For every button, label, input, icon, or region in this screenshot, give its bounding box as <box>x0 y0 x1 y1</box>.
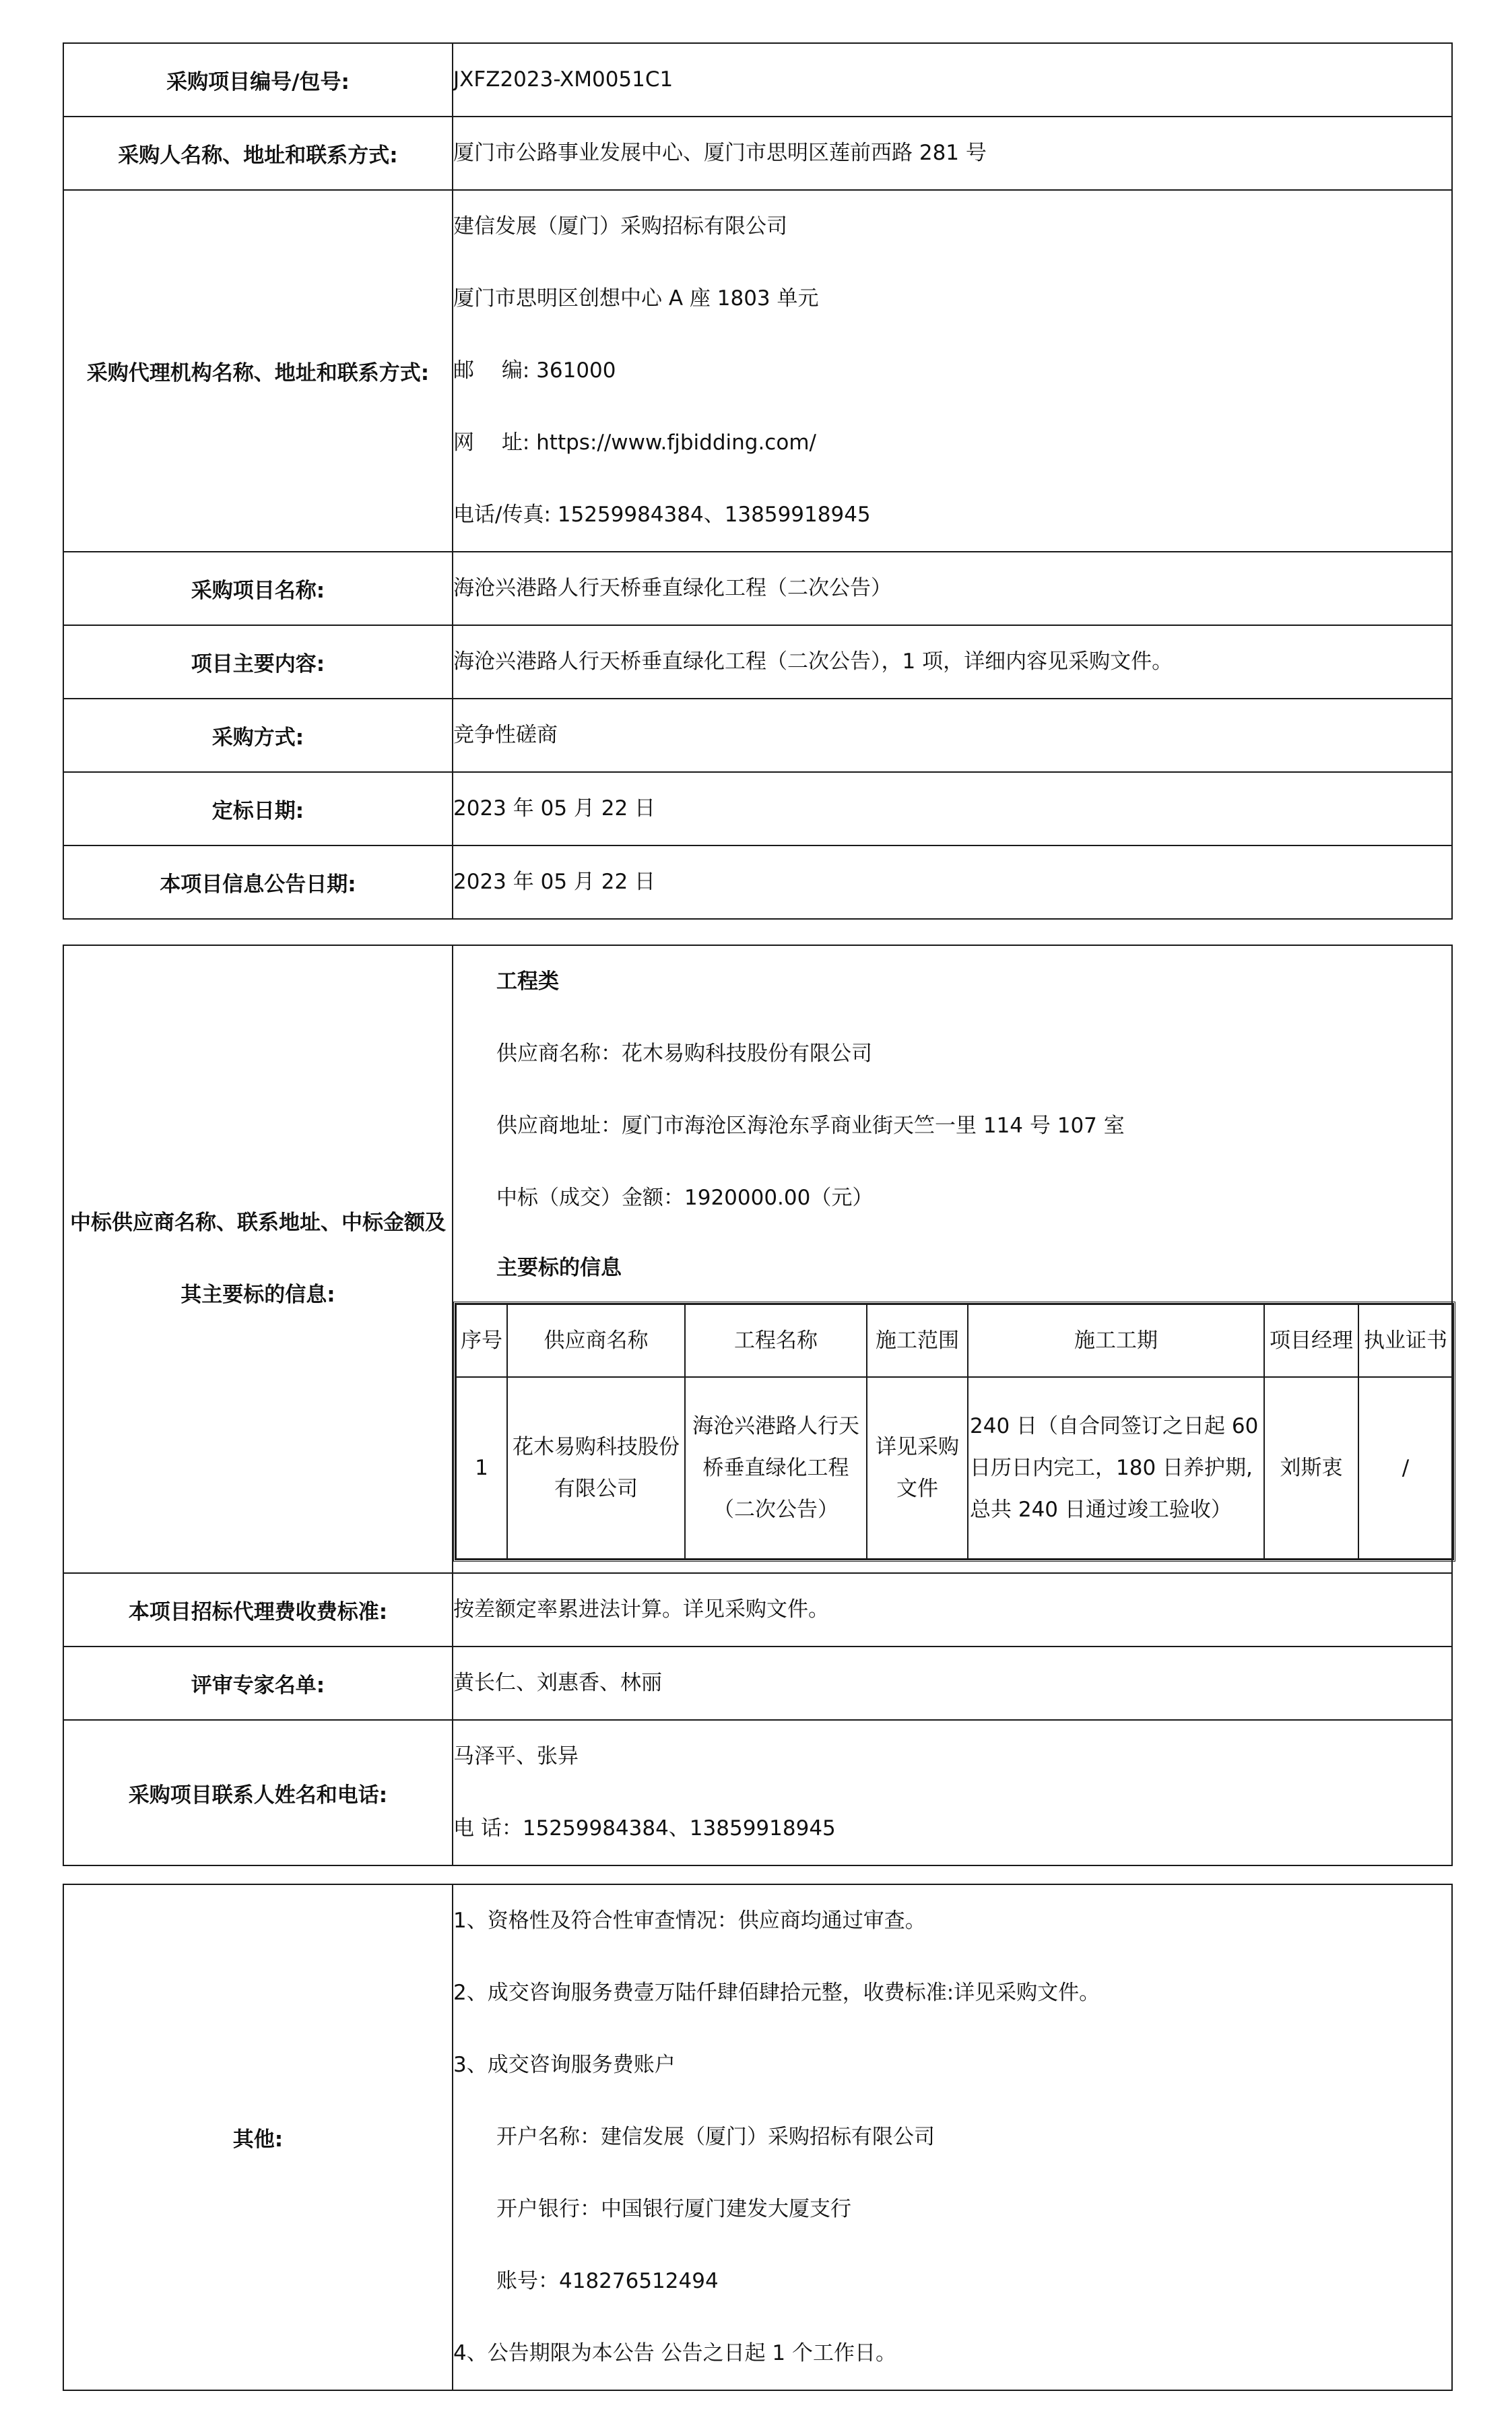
row-award-date <box>63 772 1452 845</box>
subject-table-header <box>456 1304 1453 1377</box>
winner-info-table <box>63 945 1453 1866</box>
value-award-date: 2023 年 05 月 22 日 <box>453 796 656 821</box>
cell-supplier-line1: 花木易购科技股份 <box>513 1435 680 1459</box>
label-announcement-date: 本项目信息公告日期: <box>63 845 453 919</box>
cell-project <box>685 1377 867 1559</box>
agency-name: 建信发展（厦门）采购招标有限公司 <box>453 214 787 238</box>
row-purchaser <box>63 117 1452 190</box>
value-contact-phone: 电 话：15259984384、13859918945 <box>453 1816 836 1841</box>
label-purchaser: 采购人名称、地址和联系方式: <box>63 117 453 190</box>
cell-period-line3: 总共 240 日通过竣工验收） <box>970 1498 1232 1522</box>
label-other: 其他: <box>63 1884 453 2390</box>
row-procurement-method <box>63 699 1452 772</box>
other-item-1: 1、资格性及符合性审查情况：供应商均通过审查。 <box>453 1909 926 1933</box>
label-winner <box>63 945 453 1573</box>
value-procurement-method: 竞争性磋商 <box>453 723 558 747</box>
label-contact: 采购项目联系人姓名和电话: <box>63 1720 453 1865</box>
row-contact <box>63 1720 1452 1865</box>
value-agency-fee: 按差额定率累进法计算。详见采购文件。 <box>453 1597 829 1622</box>
value-project-name: 海沧兴港路人行天桥垂直绿化工程（二次公告） <box>453 576 892 600</box>
cell-project-line3: （二次公告） <box>713 1498 839 1522</box>
header-period: 施工工期 <box>968 1304 1264 1377</box>
row-winner <box>63 945 1452 1573</box>
agency-postcode: 邮 编: 361000 <box>453 358 616 383</box>
procurement-info-table <box>63 42 1453 920</box>
row-announcement-date <box>63 845 1452 919</box>
subject-table <box>455 1304 1453 1560</box>
value-project-content: 海沧兴港路人行天桥垂直绿化工程（二次公告），1 项，详细内容见采购文件。 <box>453 649 1173 674</box>
row-agency-fee <box>63 1573 1452 1647</box>
value-project-number: JXFZ2023-XM0051C1 <box>453 67 673 92</box>
label-project-name: 采购项目名称: <box>63 552 453 625</box>
row-agency <box>63 190 1452 552</box>
label-project-number: 采购项目编号/包号: <box>63 43 453 117</box>
label-award-date: 定标日期: <box>63 772 453 845</box>
other-item-3: 3、成交咨询服务费账户 <box>453 2053 676 2077</box>
cell-scope-line1: 详见采购 <box>876 1435 959 1459</box>
agency-website: 网 址: https://www.fjbidding.com/ <box>453 430 816 455</box>
cell-project-line2: 桥垂直绿化工程 <box>702 1456 849 1480</box>
label-procurement-method: 采购方式: <box>63 699 453 772</box>
value-purchaser: 厦门市公路事业发展中心、厦门市思明区莲前西路 281 号 <box>453 141 987 165</box>
header-scope: 施工范围 <box>867 1304 968 1377</box>
account-name: 开户名称：建信发展（厦门）采购招标有限公司 <box>496 2125 935 2149</box>
winner-amount: 中标（成交）金额：1920000.00（元） <box>496 1186 874 1210</box>
label-project-content: 项目主要内容: <box>63 625 453 699</box>
cell-no: 1 <box>456 1377 507 1559</box>
cell-period-line2: 日历日内完工，180 日养护期, <box>970 1456 1253 1480</box>
label-experts: 评审专家名单: <box>63 1647 453 1720</box>
other-item-2: 2、成交咨询服务费壹万陆仟肆佰肆拾元整，收费标准:详见采购文件。 <box>453 1981 1100 2005</box>
row-project-content <box>63 625 1452 699</box>
cell-supplier-line2: 有限公司 <box>554 1477 638 1501</box>
cell-certificate: / <box>1358 1377 1453 1559</box>
other-item-4: 4、公告期限为本公告 公告之日起 1 个工作日。 <box>453 2341 897 2365</box>
row-other <box>63 1884 1452 2390</box>
other-info-table <box>63 1884 1453 2391</box>
row-project-number <box>63 43 1452 117</box>
value-contact-names: 马泽平、张异 <box>453 1744 579 1768</box>
label-winner-line2: 其主要标的信息: <box>180 1283 335 1307</box>
cell-project-line1: 海沧兴港路人行天 <box>692 1414 859 1438</box>
value-announcement-date: 2023 年 05 月 22 日 <box>453 870 656 894</box>
subject-title: 主要标的信息 <box>496 1256 622 1280</box>
header-project: 工程名称 <box>685 1304 867 1377</box>
account-bank: 开户银行：中国银行厦门建发大厦支行 <box>496 2197 851 2221</box>
cell-scope-line2: 文件 <box>896 1477 938 1501</box>
label-agency: 采购代理机构名称、地址和联系方式: <box>63 190 453 552</box>
value-experts: 黄长仁、刘惠香、林丽 <box>453 1671 662 1695</box>
header-supplier: 供应商名称 <box>507 1304 685 1377</box>
header-certificate: 执业证书 <box>1358 1304 1453 1377</box>
cell-period <box>968 1377 1264 1559</box>
cell-manager: 刘斯衷 <box>1264 1377 1358 1559</box>
row-experts <box>63 1647 1452 1720</box>
agency-address: 厦门市思明区创想中心 A 座 1803 单元 <box>453 286 819 311</box>
subject-table-frame <box>453 1302 1455 1562</box>
label-agency-fee: 本项目招标代理费收费标准: <box>63 1573 453 1647</box>
cell-supplier <box>507 1377 685 1559</box>
label-winner-line1: 中标供应商名称、联系地址、中标金额及 <box>70 1211 446 1235</box>
header-no: 序号 <box>456 1304 507 1377</box>
agency-phone: 电话/传真: 15259984384、13859918945 <box>453 503 871 527</box>
winner-supplier-address: 供应商地址：厦门市海沧区海沧东孚商业街天竺一里 114 号 107 室 <box>496 1114 1125 1138</box>
cell-period-line1: 240 日（自合同签订之日起 60 <box>970 1414 1259 1438</box>
header-manager: 项目经理 <box>1264 1304 1358 1377</box>
winner-category: 工程类 <box>496 969 559 994</box>
row-project-name <box>63 552 1452 625</box>
account-number: 账号：418276512494 <box>496 2269 719 2293</box>
table-row <box>456 1377 1453 1559</box>
cell-scope <box>867 1377 968 1559</box>
winner-supplier-name: 供应商名称：花木易购科技股份有限公司 <box>496 1042 872 1066</box>
